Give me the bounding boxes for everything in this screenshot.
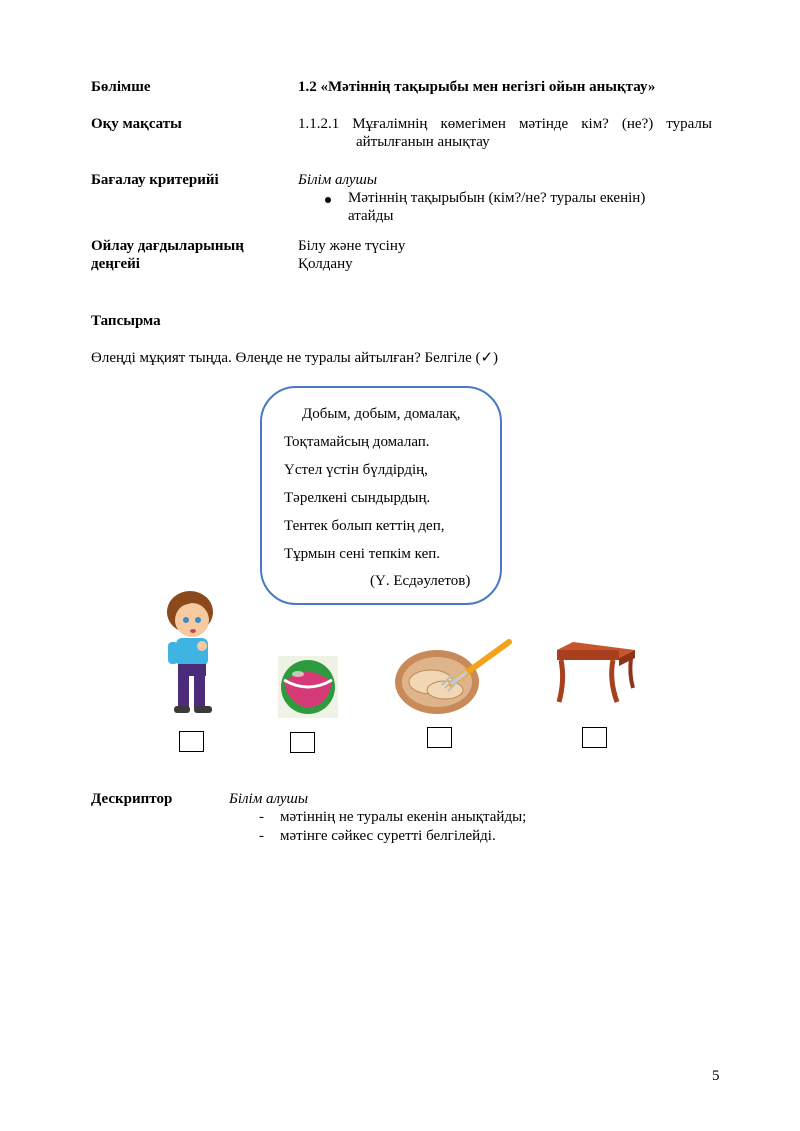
- task-heading: Тапсырма: [91, 313, 161, 329]
- poem-line: Добым, добым, домалақ,: [302, 406, 461, 422]
- thinking-label-line2: деңгейі: [91, 256, 140, 272]
- poem-line: Тәрелкені сындырдың.: [284, 490, 431, 506]
- criteria-bullet-line2: атайды: [348, 208, 394, 224]
- checkbox-ball[interactable]: [290, 732, 315, 753]
- thinking-label-line1: Ойлау дағдыларының: [91, 238, 244, 254]
- poem-line: Тентек болып кеттің деп,: [284, 518, 445, 534]
- plate-icon: [393, 636, 515, 718]
- descriptor-item: мәтінге сәйкес суретті белгілейді.: [280, 828, 496, 844]
- boy-icon: [160, 590, 222, 716]
- poem-line: Үстел үстін бүлдірдің,: [284, 462, 428, 478]
- criteria-intro: Білім алушы: [298, 172, 378, 188]
- ball-icon: [278, 656, 338, 718]
- poem-box: [260, 386, 502, 605]
- descriptor-item: мәтіннің не туралы екенін анықтайды;: [280, 809, 527, 825]
- criteria-label: Бағалау критерийі: [91, 172, 219, 188]
- section-value: 1.2 «Мәтіннің тақырыбы мен негізгі ойын анықтау»: [298, 79, 656, 95]
- table-icon: [555, 640, 637, 706]
- section-label: Бөлімше: [91, 79, 151, 95]
- poem-author: (Ү. Есдәулетов): [370, 573, 471, 589]
- page-number: 5: [712, 1068, 720, 1084]
- thinking-value-line2: Қолдану: [298, 256, 353, 272]
- checkbox-table[interactable]: [582, 727, 607, 748]
- objective-value-line2: айтылғанын анықтау: [356, 134, 490, 150]
- descriptor-intro: Білім алушы: [229, 791, 309, 807]
- objective-label: Оқу мақсаты: [91, 116, 182, 132]
- descriptor-dash: -: [259, 809, 264, 825]
- bullet-dot: [325, 197, 331, 203]
- descriptor-label: Дескриптор: [91, 791, 173, 807]
- criteria-bullet-line1: Мәтіннің тақырыбын (кім?/не? туралы екенін): [348, 190, 646, 206]
- objective-value-line1: 1.1.2.1 Мұғалімнің көмегімен мәтінде кім? (не?) туралы: [298, 116, 712, 132]
- poem-line: Тоқтамайсың домалап.: [284, 434, 430, 450]
- task-instruction: Өлеңді мұқият тыңда. Өлеңде не туралы айтылған? Белгіле (✓): [91, 350, 499, 366]
- thinking-value-line1: Білу және түсіну: [298, 238, 406, 254]
- poem-line: Тұрмын сені тепкім кеп.: [284, 546, 441, 562]
- checkbox-plate[interactable]: [427, 727, 452, 748]
- descriptor-dash: -: [259, 828, 264, 844]
- checkbox-boy[interactable]: [179, 731, 204, 752]
